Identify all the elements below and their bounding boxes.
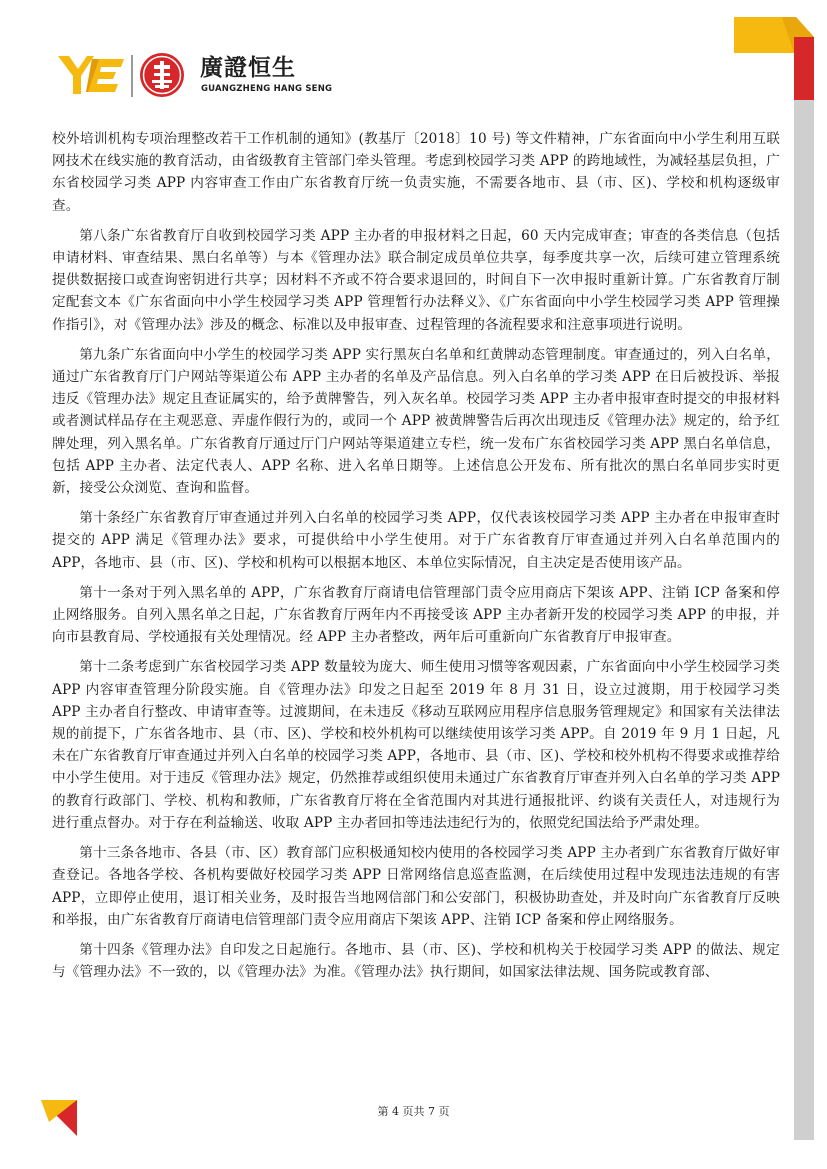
side-bar xyxy=(794,100,814,1140)
paragraph-article-8: 第八条广东省教育厅自收到校园学习类 APP 主办者的申报材料之日起，60 天内完成审查；审查的各类信息（包括申请材料、审查结果、黑白名单等）与本《管理办法》联合制定成员单位共享，每季度共享一次，后续可建立管理系统提供数据接口或查询密钥进行共享；因材料不齐或不符合要求退回的，时间自下一次申报时重新计算。广东省教育厅制定配套文本《广东省面向中小学生校园学习类 APP 管理暂行办法释义》、《广东省面向中小学生校园学习类 APP 管理操作指引》，对《管理办法》涉及的概念、标准以及申报审查、过程管理的各流程要求和注意事项进行说明。 xyxy=(52,227,780,333)
paragraph-article-11: 第十一条对于列入黑名单的 APP，广东省教育厅商请电信管理部门责令应用商店下架该 APP、注销 ICP 备案和停止网络服务。自列入黑名单之日起，广东省教育厅两年内不再接受该 APP 主办者新开发的校园学习类 APP 的申报，并向市县教育局、学校通报有关处理情况。经 APP 主办者整改，两年后可重新向广东省教育厅申报审查。 xyxy=(52,584,780,646)
page-header xyxy=(0,0,827,120)
document-body xyxy=(52,128,780,991)
paragraph-article-13: 第十三条各地市、各县（市、区）教育部门应积极通知校内使用的各校园学习类 APP 主办者到广东省教育厅做好审查登记。各地各学校、各机构要做好校园学习类 APP 日常网络信息巡查监测，在后续使用过程中发现违法违规的有害 APP，立即停止使用，退订相关业务，及时报告当地网信部门和公安部门，积极协助查处，并及时向广东省教育厅反映和举报，由广东省教育厅商请电信管理部门责令应用商店下架该 APP、注销 ICP 备案和停止网络服务。 xyxy=(52,845,780,928)
ye-logo-icon xyxy=(58,56,124,94)
paragraph-article-9: 第九条广东省面向中小学生的校园学习类 APP 实行黑灰白名单和红黄牌动态管理制度。审查通过的，列入白名单，通过广东省教育厅门户网站等渠道公布 APP 主办者的名单及产品信息。列入白名单的学习类 APP 在日后被投诉、举报违反《管理办法》规定且查证属实的，给予黄牌警告，列入灰名单。校园学习类 APP 主办者申报审查时提交的申报材料或者测试样品存在主观恶意、弄虚作假行为的，或同一个 APP 被黄牌警告后再次出现违反《管理办法》规定的，给予红牌处理，列入黑名单。广东省教育厅通过厅门户网站等渠道建立专栏，统一发布广东省校园学习类 APP 黑白名单信息，包括 APP 主办者、法定代表人、APP 名称、进入名单日期等。上述信息公开发布、所有批次的黑白名单同步实时更新，接受公众浏览、查询和监督。 xyxy=(52,346,780,497)
header-divider xyxy=(131,55,133,97)
paragraph-article-14: 第十四条《管理办法》自印发之日起施行。各地市、县（市、区)、学校和机构关于校园学习类 APP 的做法、规定与《管理办法》不一致的，以《管理办法》为准。《管理办法》执行期间，如国家法律法规、国务院或教育部、 xyxy=(52,941,780,981)
paragraph-continuation: 校外培训机构专项治理整改若干工作机制的通知》(教基厅〔2018〕10 号) 等文件精神，广东省面向中小学生利用互联网技术在线实施的教育活动，由省级教育主管部门牵头管理。考虑到校园学习类 APP 的跨地域性，为减轻基层负担，广东省校园学习类 APP 内容审查工作由广东省教育厅统一负责实施，不需要各地市、县（市、区)、学校和机构逐级审查。 xyxy=(52,131,780,214)
side-bar-accent xyxy=(794,37,814,100)
brand-name-cn: 廣證恒生 xyxy=(200,55,296,81)
brand-name-en: GUANGZHENG HANG SENG xyxy=(201,84,333,94)
paragraph-article-12: 第十二条考虑到广东省校园学习类 APP 数量较为庞大、师生使用习惯等客观因素，广东省面向中小学生校园学习类 APP 内容审查管理分阶段实施。自《管理办法》印发之日起至 2019 年 8 月 31 日，设立过渡期，用于校园学习类 APP 主办者自行整改、申请审查等。过渡期间，在未违反《移动互联网应用程序信息服务管理规定》和国家有关法律法规的前提下，广东省各地市、县（市、区)、学校和校外机构可以继续使用该学习类 APP。自 2019 年 9 月 1 日起，凡未在广东省教育厅审查通过并列入白名单的校园学习类 APP，各地市、县（市、区)、学校和校外机构不得要求或推荐给中小学生使用。对于违反《管理办法》规定，仍然推荐或组织使用未通过广东省教育厅审查并列入白名单的学习类 APP 的教育行政部门、学校、机构和教师，广东省教育厅将在全省范围内对其进行通报批评、约谈有关责任人，对违规行为进行重点督办。对于存在利益输送、收取 APP 主办者回扣等违法违纪行为的，依照党纪国法给予严肃处理。 xyxy=(52,659,780,831)
paragraph-article-10: 第十条经广东省教育厅审查通过并列入白名单的校园学习类 APP，仅代表该校园学习类 APP 主办者在申报审查时提交的 APP 满足《管理办法》要求，可提供给中小学生使用。对于广东省教育厅审查通过并列入白名单范围内的 APP，各地市、县（市、区)、学校和机构可以根据本地区、本单位实际情况，自主决定是否使用该产品。 xyxy=(52,510,780,571)
page-number: 第 4 页共 7 页 xyxy=(377,1105,450,1118)
seal-icon xyxy=(139,52,185,98)
